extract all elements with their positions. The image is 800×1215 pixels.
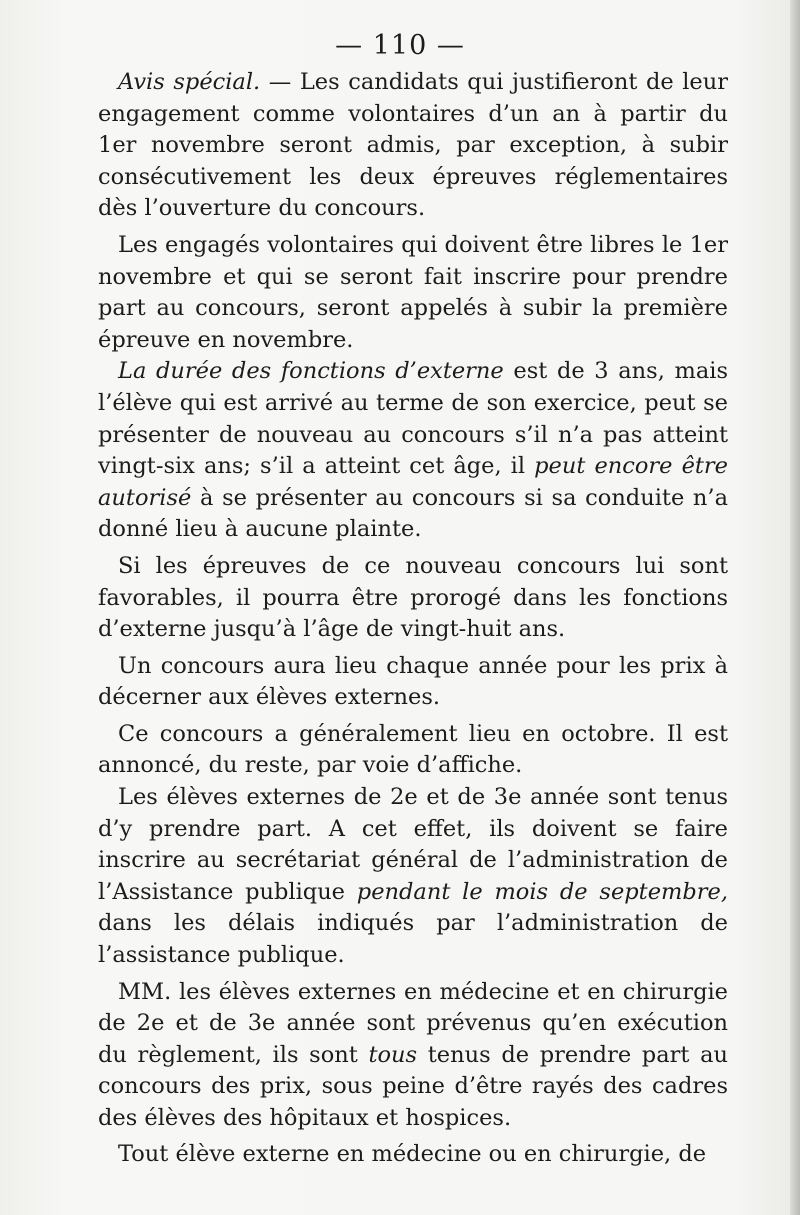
paragraph-inscription <box>98 782 728 972</box>
paragraph-reglement <box>98 977 728 1135</box>
paragraph-text: Un concours aura lieu chaque année pour les prix à décerner aux élèves externes. <box>98 652 728 711</box>
paragraph-avis-special <box>98 67 728 225</box>
paragraph-text: — Les candidats qui justifieront de leur engagement comme volontaires d’un an à partir du 1er novembre seront admis, par exception, à subir consécutivement les deux épreuves réglementaires dès l’ouverture du concours. <box>98 69 728 222</box>
paragraph-text: à se présenter au concours si sa conduite n’a donné lieu à aucune plainte. <box>98 484 728 543</box>
paragraph-text: Les engagés volontaires qui doivent être libres le 1er novembre et qui se seront fait inscrire pour prendre part au concours, seront appelés à subir la première épreuve en novembre. <box>98 231 728 353</box>
peut-encore-italic: peut encore être autorisé <box>98 453 728 511</box>
page-body <box>98 67 728 1170</box>
paragraph-concours-octobre <box>98 719 728 782</box>
paragraph-engages-volontaires <box>98 230 728 356</box>
paragraph-duree-fonctions <box>98 356 728 546</box>
page-number: — 110 — <box>335 30 465 61</box>
page-binding-edge <box>790 0 800 1215</box>
paragraph-text: Tout élève externe en médecine ou en chirurgie, de <box>118 1140 707 1167</box>
paragraph-text: Si les épreuves de ce nouveau concours lui sont favorables, il pourra être prorogé dans les fonctions d’externe jusqu’à l’âge de vingt-huit ans. <box>98 552 728 643</box>
paragraph-text: est de 3 ans, mais l’élève qui est arrivé au terme de son exercice, peut se présenter de nouveau au concours s’il n’a pas atteint vingt-six ans; s’il a atteint cet âge, il <box>98 358 729 480</box>
paragraph-text: dans les délais indiqués par l’administration de l’assistance publique. <box>98 910 728 969</box>
avis-special-label: Avis spécial. <box>118 69 261 95</box>
paragraph-concours-prix <box>98 651 728 714</box>
paragraph-text: Ce concours a généralement lieu en octobre. Il est annoncé, du reste, par voie d’affiche. <box>98 720 728 779</box>
paragraph-tout-eleve <box>98 1139 728 1171</box>
pendant-septembre-italic: pendant le mois de septembre, <box>356 878 728 905</box>
paragraph-text: tenus de prendre part au concours des prix, sous peine d’être rayés des cadres des élèves des hôpitaux et hospices. <box>98 1041 728 1131</box>
tous-italic: tous <box>368 1041 418 1068</box>
paragraph-epreuves-favorables <box>98 551 728 646</box>
paragraph-text: Les élèves externes de 2e et de 3e année sont tenus d’y prendre part. A cet effet, ils doivent se faire inscrire au secrétariat général de l’administration de l’Assistance publique <box>98 784 728 905</box>
duree-fonctions-italic: La durée des fonctions d’externe <box>118 358 504 385</box>
paragraph-text: MM. les élèves externes en médecine et en chirurgie de 2e et de 3e année sont prévenus qu’en exécution du règlement, ils sont <box>98 978 728 1068</box>
